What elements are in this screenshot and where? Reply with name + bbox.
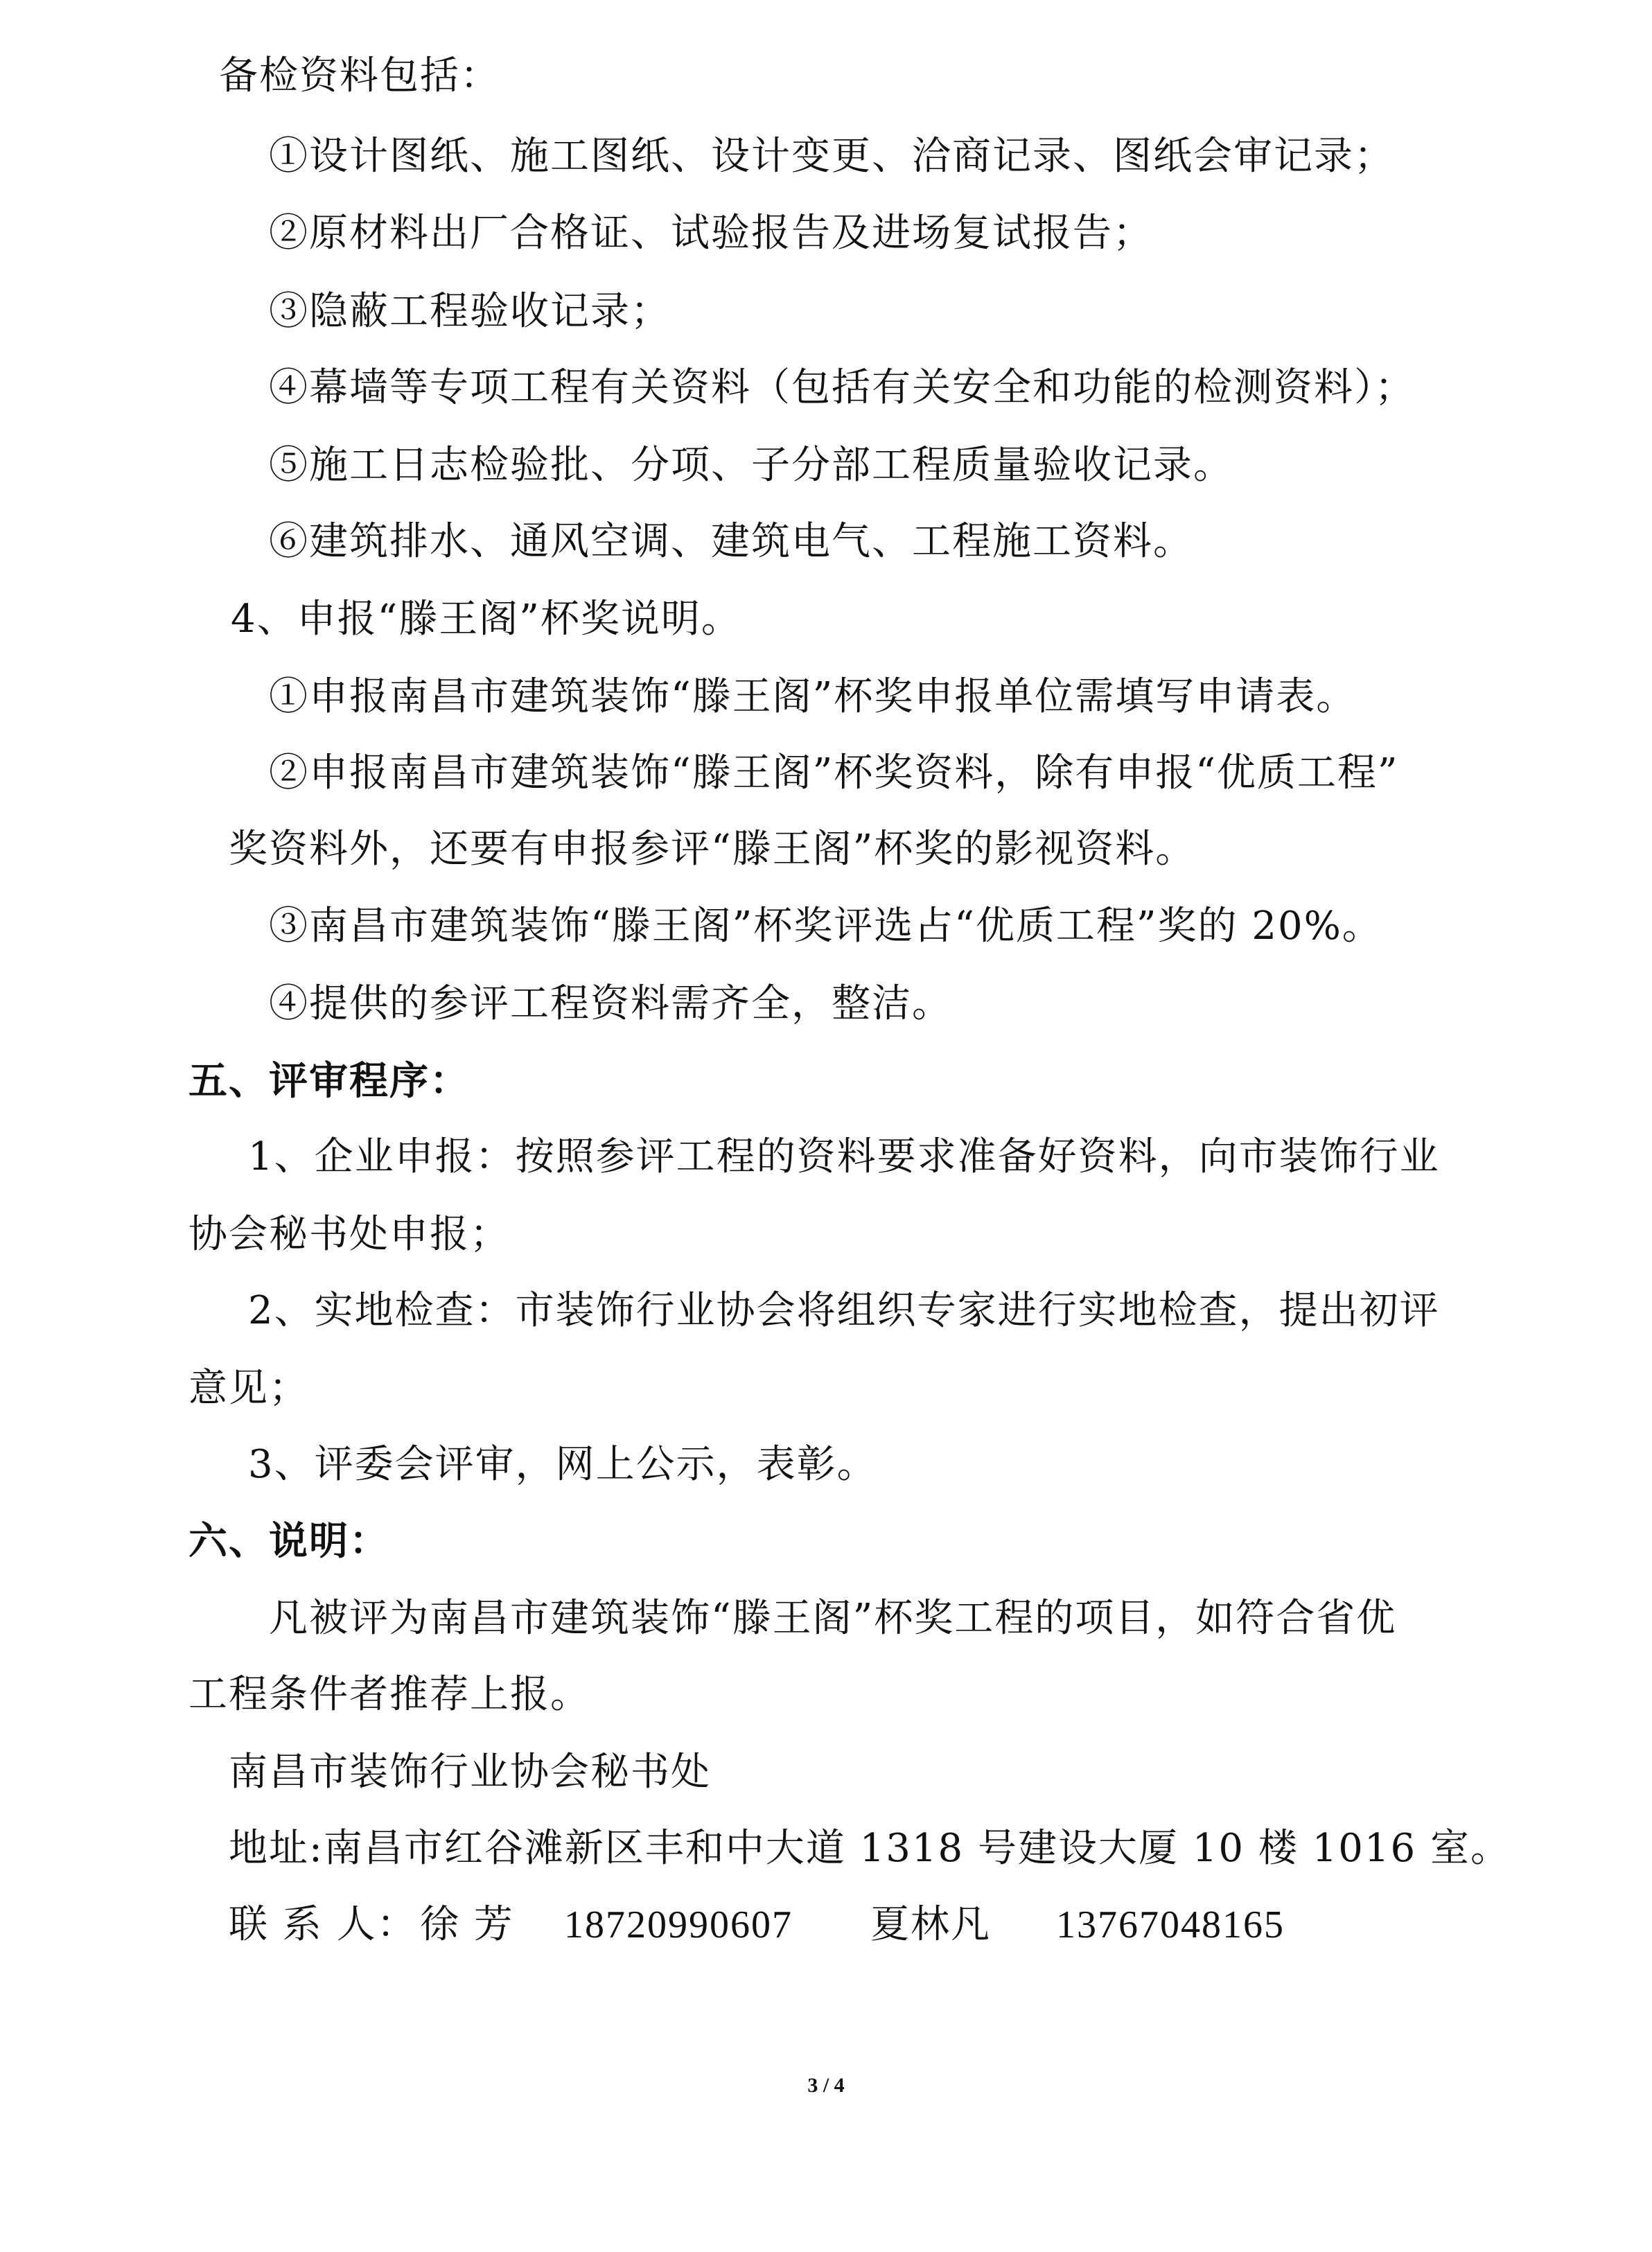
contact-line [229, 1903, 1285, 1947]
section-item-4: 4、申报“滕王阁”杯奖说明。 [231, 597, 741, 642]
materials-intro: 备检资料包括： [219, 53, 500, 98]
note-paragraph: 凡被评为南昌市建筑装饰“滕王阁”杯奖工程的项目，如符合省优 [269, 1596, 1397, 1641]
contact-phone: 18720990607 [564, 1903, 793, 1946]
list-item: ④幕墙等专项工程有关资料（包括有关安全和功能的检测资料）； [269, 365, 1415, 410]
procedure-step: 2、实地检查：市装饰行业协会将组织专家进行实地检查，提出初评 [248, 1288, 1440, 1333]
contact-phone: 13767048165 [1056, 1903, 1285, 1946]
section-heading-5: 五、评审程序： [188, 1058, 470, 1104]
section-heading-6: 六、说明： [188, 1518, 389, 1564]
contact-person: 徐 芳 [420, 1902, 514, 1947]
list-item: ②申报南昌市建筑装饰“滕王阁”杯奖资料，除有申报“优质工程” [269, 750, 1399, 795]
address: 地址:南昌市红谷滩新区丰和中大道 1318 号建设大厦 10 楼 1016 室。 [229, 1826, 1511, 1871]
organization-name: 南昌市装饰行业协会秘书处 [229, 1750, 711, 1795]
page-number: 3 / 4 [807, 2074, 845, 2097]
procedure-step-continued: 协会秘书处申报； [188, 1212, 510, 1257]
contact-label: 联 系 人： [229, 1902, 417, 1947]
list-item: ③南昌市建筑装饰“滕王阁”杯奖评选占“优质工程”奖的 20%。 [269, 904, 1382, 949]
procedure-step-continued: 意见； [188, 1366, 309, 1411]
procedure-step: 1、企业申报：按照参评工程的资料要求准备好资料，向市装饰行业 [248, 1134, 1440, 1179]
list-item: ④提供的参评工程资料需齐全，整洁。 [269, 981, 952, 1026]
list-item: ③隐蔽工程验收记录； [269, 289, 671, 334]
list-item: ①设计图纸、施工图纸、设计变更、洽商记录、图纸会审记录； [269, 134, 1394, 179]
procedure-step: 3、评委会评审，网上公示，表彰。 [248, 1442, 877, 1487]
list-item-continued: 奖资料外，还要有申报参评“滕王阁”杯奖的影视资料。 [229, 827, 1196, 872]
list-item: ①申报南昌市建筑装饰“滕王阁”杯奖申报单位需填写申请表。 [269, 674, 1357, 719]
contact-person: 夏林凡 [870, 1902, 991, 1947]
list-item: ⑥建筑排水、通风空调、建筑电气、工程施工资料。 [269, 519, 1193, 564]
note-paragraph-continued: 工程条件者推荐上报。 [188, 1672, 590, 1717]
list-item: ②原材料出厂合格证、试验报告及进场复试报告； [269, 211, 1153, 256]
list-item: ⑤施工日志检验批、分项、子分部工程质量验收记录。 [269, 443, 1233, 488]
